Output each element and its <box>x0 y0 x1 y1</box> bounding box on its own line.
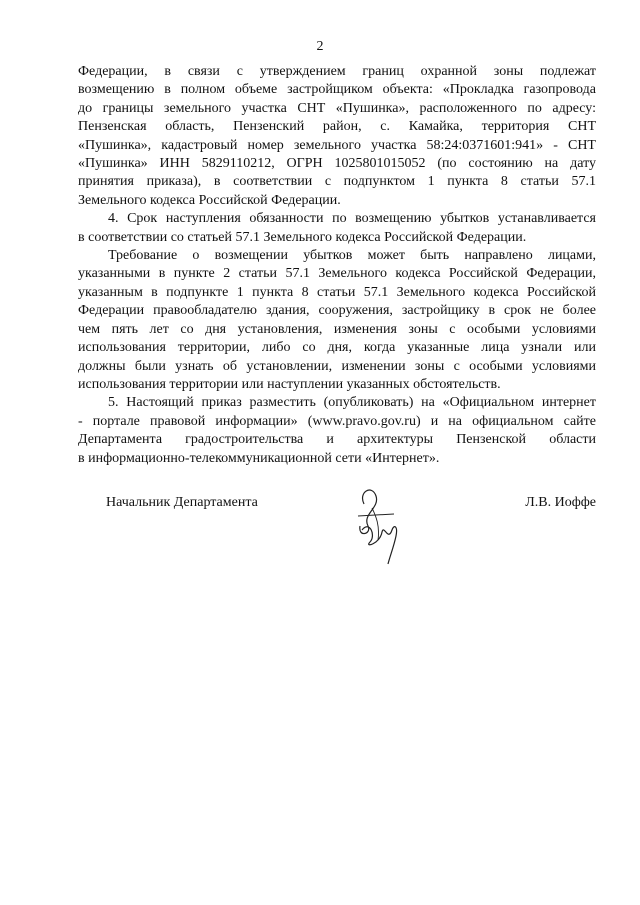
text-line: указанными в пункте 2 статьи 57.1 Земельного кодекса Российской Федерации, <box>78 266 596 282</box>
text-line: Департамента градостроительства и архитектуры Пензенской области <box>78 432 596 448</box>
paragraph-item-4 <box>78 210 596 247</box>
paragraph-damages-claim <box>78 247 596 394</box>
text-line: возмещению в полном объеме застройщиком объекта: «Прокладка газопровода <box>78 82 596 98</box>
document-body <box>78 63 596 468</box>
text-line: использования территории или наступлении указанных обстоятельств. <box>78 376 501 392</box>
text-line: до границы земельного участка СНТ «Пушинка», расположенного по адресу: <box>78 100 596 116</box>
text-line: Федерации, в связи с утверждением границ охранной зоны подлежат <box>78 64 596 79</box>
text-line: Пензенская область, Пензенский район, с. Камайка, территория СНТ <box>78 119 596 135</box>
paragraph-continuation <box>78 63 596 210</box>
signatory-name: Л.В. Иоффе <box>525 495 596 510</box>
text-line: «Пушинка», кадастровый номер земельного участка 58:24:0371601:941» - СНТ <box>78 137 596 153</box>
signature-block <box>0 486 640 576</box>
text-line: Федерации правообладателю здания, сооружения, застройщику в срок не более <box>78 303 596 319</box>
text-line: в информационно-телекоммуникационной сети «Интернет». <box>78 450 440 466</box>
text-line: - портале правовой информации» (www.pravo.gov.ru) и на официальном сайте <box>78 413 596 429</box>
text-line: Земельного кодекса Российской Федерации. <box>78 192 341 208</box>
text-line: 4. Срок наступления обязанности по возмещению убытков устанавливается <box>108 211 596 227</box>
paragraph-item-5 <box>78 394 596 468</box>
text-line: принятия приказа), в соответствии с подпунктом 1 пункта 8 статьи 57.1 <box>78 174 596 190</box>
page-number: 2 <box>316 39 324 54</box>
text-line: чем пять лет со дня установления, изменения зоны с особыми условиями <box>78 321 596 337</box>
text-line: указанным в подпункте 1 пункта 8 статьи 57.1 Земельного кодекса Российской <box>78 284 596 300</box>
text-line: «Пушинка» ИНН 5829110212, ОГРН 1025801015052 (по состоянию на дату <box>78 156 596 172</box>
text-line: в соответствии со статьей 57.1 Земельного кодекса Российской Федерации. <box>78 229 527 245</box>
text-line: 5. Настоящий приказ разместить (опубликовать) на «Официальном интернет <box>108 395 596 411</box>
text-line: использования территории, либо со дня, когда указанные лица узнали или <box>78 340 596 356</box>
text-line: Требование о возмещении убытков может быть направлено лицами, <box>108 248 596 264</box>
text-line: должны были узнать об установлении, изменении зоны с особыми условиями <box>78 358 596 374</box>
handwritten-signature <box>350 486 410 566</box>
signatory-position: Начальник Департамента <box>106 495 258 510</box>
